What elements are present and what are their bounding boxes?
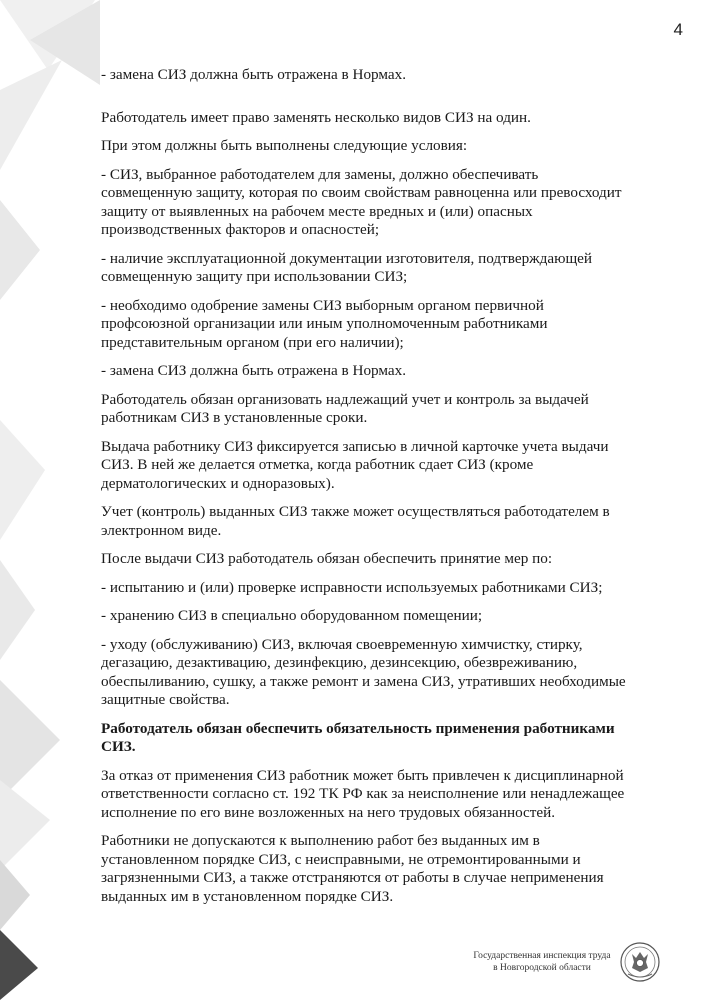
paragraph: За отказ от применения СИЗ работник может быть привлечен к дисциплинарной ответственности согласно ст. 192 ТК РФ как за неисполнение или ненадлежащее исполнение по его вине возложенных на него трудовых обязанностей. [101,766,625,821]
paragraph: - замена СИЗ должна быть отражена в Нормах. [101,362,407,379]
paragraph: Работодатель обязан организовать надлежащий учет и контроль за выдачей работникам СИЗ в установленные сроки. [101,390,589,426]
emblem-icon [618,940,662,984]
footer-line: Государственная инспекция труда [473,951,611,961]
bold-heading-paragraph: Работодатель обязан обеспечить обязательность применения работниками СИЗ. [101,719,615,755]
paragraph: - хранению СИЗ в специально оборудованном помещении; [101,607,483,624]
footer-line: в Новгородской области [493,963,591,973]
decor-triangle [0,60,62,170]
paragraph: - СИЗ, выбранное работодателем для замены, должно обеспечивать совмещенную защиту, которая по своим свойствам равноценна или превосходит защиту от выявленных на рабочем месте вредных и (или) опасных производственных факторов и опасностей; [101,165,622,238]
paragraph: Работники не допускаются к выполнению работ без выданных им в установленном порядке СИЗ, с неисправными, не отремонтированными и загрязненными СИЗ, а также отстраняются от работы в случае неприменения выданных им в установленном порядке СИЗ. [101,832,604,905]
paragraph: Работодатель имеет право заменять несколько видов СИЗ на один. [101,108,531,126]
paragraph: - наличие эксплуатационной документации изготовителя, подтверждающей совмещенную защиту при использовании СИЗ; [101,249,593,285]
decor-triangle-dark [0,930,38,1000]
decor-triangle [0,0,95,70]
decor-triangle [0,560,35,660]
decor-triangle [0,780,50,870]
paragraph: - замена СИЗ должна быть отражена в Нормах. [101,66,407,83]
decor-triangle [0,680,60,800]
paragraph: Выдача работнику СИЗ фиксируется записью в личной карточке учета выдачи СИЗ. В ней же делается отметка, когда работник сдает СИЗ (кроме дерматологических и одноразовых). [101,437,609,492]
paragraph: - необходимо одобрение замены СИЗ выборным органом первичной профсоюзной организации или иным уполномоченным работниками представительным органом (при его наличии); [101,296,548,351]
decor-triangle [30,0,100,85]
paragraph: После выдачи СИЗ работодатель обязан обеспечить принятие мер по: [101,550,553,567]
paragraph: Учет (контроль) выданных СИЗ также может осуществляться работодателем в электронном виде. [101,503,610,539]
paragraph: - испытанию и (или) проверке исправности используемых работниками СИЗ; [101,578,603,596]
decor-triangle [0,860,30,930]
document-body [101,66,631,916]
page-number: 4 [673,20,683,39]
paragraph: - уходу (обслуживанию) СИЗ, включая своевременную химчистку, стирку, дегазацию, дезактивацию, дезинфекцию, дезинсекцию, обезвреживанию, обеспыливанию, сушку, а также ремонт и замена СИЗ, утративших необходимые защитные свойства. [101,635,626,708]
decor-triangle [0,200,40,300]
footer-organization [462,950,622,974]
paragraph: При этом должны быть выполнены следующие условия: [101,137,468,154]
footer [440,940,690,990]
decor-triangle [0,420,45,540]
